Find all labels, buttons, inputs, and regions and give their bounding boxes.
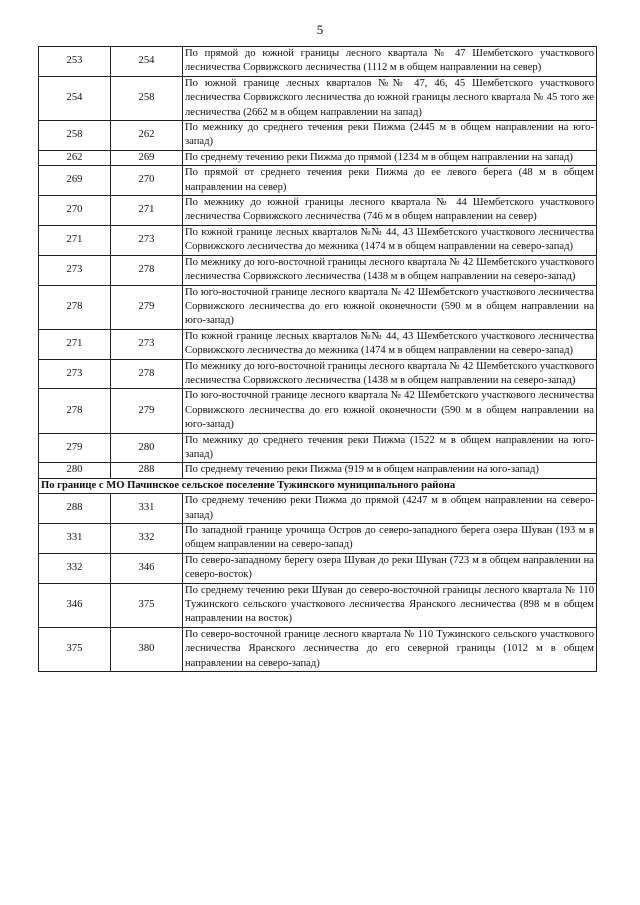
page-number: 5: [316, 22, 324, 37]
table-row: [39, 583, 597, 627]
table-row: [39, 524, 597, 554]
point-to: 331: [111, 494, 183, 524]
point-to: 273: [111, 225, 183, 255]
table-row: [39, 121, 597, 151]
boundary-description: По южной границе лесных кварталов №№ 44, 43 Шембетского участкового лесничества Сорвижского лесничества до межника (1474 м в общем направлении на северо-запад): [183, 329, 597, 359]
point-to: 380: [111, 627, 183, 671]
table-row: [39, 76, 597, 120]
point-to: 269: [111, 150, 183, 165]
point-to: 273: [111, 329, 183, 359]
boundary-description: По западной границе урочища Остров до северо-западного берега озера Шуван (193 м в общем направлении на северо-запад): [183, 524, 597, 554]
boundary-description: По среднему течению реки Шуван до северо-восточной границы лесного квартала № 110 Тужинского сельского участкового лесничества Яранского лесничества (898 м в общем направлении на восток): [183, 583, 597, 627]
boundary-description: По межнику до юго-восточной границы лесного квартала № 42 Шембетского участкового лесничества Сорвижского лесничества (1438 м в общем направлении на северо-запад): [183, 359, 597, 389]
table-row: [39, 196, 597, 226]
boundary-description: По южной границе лесных кварталов №№ 44, 43 Шембетского участкового лесничества Сорвижского лесничества до межника (1474 м в общем направлении на северо-запад): [183, 225, 597, 255]
boundary-description: По межнику до юго-восточной границы лесного квартала № 42 Шембетского участкового лесничества Сорвижского лесничества (1438 м в общем направлении на северо-запад): [183, 255, 597, 285]
boundary-table-body: [39, 47, 597, 672]
table-row: [39, 389, 597, 433]
point-from: 271: [39, 329, 111, 359]
point-from: 331: [39, 524, 111, 554]
point-to: 278: [111, 359, 183, 389]
boundary-description: По юго-восточной границе лесного квартала № 42 Шембетского участкового лесничества Сорвижского лесничества до его южной оконечности (590 м в общем направлении на юго-запад): [183, 389, 597, 433]
section-header-row: [39, 478, 597, 493]
table-row: [39, 494, 597, 524]
boundary-description: По среднему течению реки Пижма до прямой (1234 м в общем направлении на запад): [183, 150, 597, 165]
point-from: 253: [39, 47, 111, 77]
boundary-description: По северо-восточной границе лесного квартала № 110 Тужинского сельского участкового лесничества Яранского лесничества до его северной границы (1012 м в общем направлении на северо-запад): [183, 627, 597, 671]
boundary-table: [38, 46, 597, 672]
boundary-description: По северо-западному берегу озера Шуван до реки Шуван (723 м в общем направлении на северо-восток): [183, 553, 597, 583]
point-from: 375: [39, 627, 111, 671]
table-row: [39, 225, 597, 255]
point-from: 280: [39, 463, 111, 478]
point-from: 332: [39, 553, 111, 583]
table-row: [39, 47, 597, 77]
point-to: 279: [111, 285, 183, 329]
point-to: 254: [111, 47, 183, 77]
point-from: 346: [39, 583, 111, 627]
table-row: [39, 553, 597, 583]
boundary-description: По среднему течению реки Пижма до прямой (4247 м в общем направлении на северо-запад): [183, 494, 597, 524]
boundary-description: По юго-восточной границе лесного квартала № 42 Шембетского участкового лесничества Сорвижского лесничества до его южной оконечности (590 м в общем направлении на юго-запад): [183, 285, 597, 329]
point-to: 280: [111, 433, 183, 463]
point-from: 273: [39, 255, 111, 285]
point-to: 346: [111, 553, 183, 583]
table-row: [39, 627, 597, 671]
table-row: [39, 285, 597, 329]
point-to: 262: [111, 121, 183, 151]
boundary-description: По прямой от среднего течения реки Пижма до ее левого берега (48 м в общем направлении на север): [183, 166, 597, 196]
point-from: 278: [39, 389, 111, 433]
point-to: 271: [111, 196, 183, 226]
boundary-description: По прямой до южной границы лесного квартала № 47 Шембетского участкового лесничества Сорвижского лесничества (1112 м в общем направлении на север): [183, 47, 597, 77]
table-row: [39, 150, 597, 165]
boundary-description: По межнику до южной границы лесного квартала № 44 Шембетского участкового лесничества Сорвижского лесничества (746 м в общем направлении на север): [183, 196, 597, 226]
table-row: [39, 359, 597, 389]
point-from: 288: [39, 494, 111, 524]
point-to: 375: [111, 583, 183, 627]
point-from: 273: [39, 359, 111, 389]
boundary-description: По межнику до среднего течения реки Пижма (2445 м в общем направлении на юго-запад): [183, 121, 597, 151]
point-to: 279: [111, 389, 183, 433]
table-row: [39, 255, 597, 285]
table-row: [39, 463, 597, 478]
point-to: 258: [111, 76, 183, 120]
point-from: 279: [39, 433, 111, 463]
table-row: [39, 433, 597, 463]
point-to: 278: [111, 255, 183, 285]
boundary-description: По южной границе лесных кварталов №№ 47, 46, 45 Шембетского участкового лесничества Сорвижского лесничества до южной границы лесного квартала № 45 того же лесничества (2662 м в общем направлении на запад): [183, 76, 597, 120]
table-row: [39, 166, 597, 196]
boundary-description: По межнику до среднего течения реки Пижма (1522 м в общем направлении на юго-запад): [183, 433, 597, 463]
point-from: 270: [39, 196, 111, 226]
section-header: По границе с МО Пачинское сельское поселение Тужинского муниципального района: [39, 478, 597, 493]
point-from: 258: [39, 121, 111, 151]
table-row: [39, 329, 597, 359]
point-from: 278: [39, 285, 111, 329]
point-to: 288: [111, 463, 183, 478]
point-from: 254: [39, 76, 111, 120]
boundary-description: По среднему течению реки Пижма (919 м в общем направлении на юго-запад): [183, 463, 597, 478]
point-to: 270: [111, 166, 183, 196]
point-to: 332: [111, 524, 183, 554]
point-from: 269: [39, 166, 111, 196]
point-from: 271: [39, 225, 111, 255]
point-from: 262: [39, 150, 111, 165]
